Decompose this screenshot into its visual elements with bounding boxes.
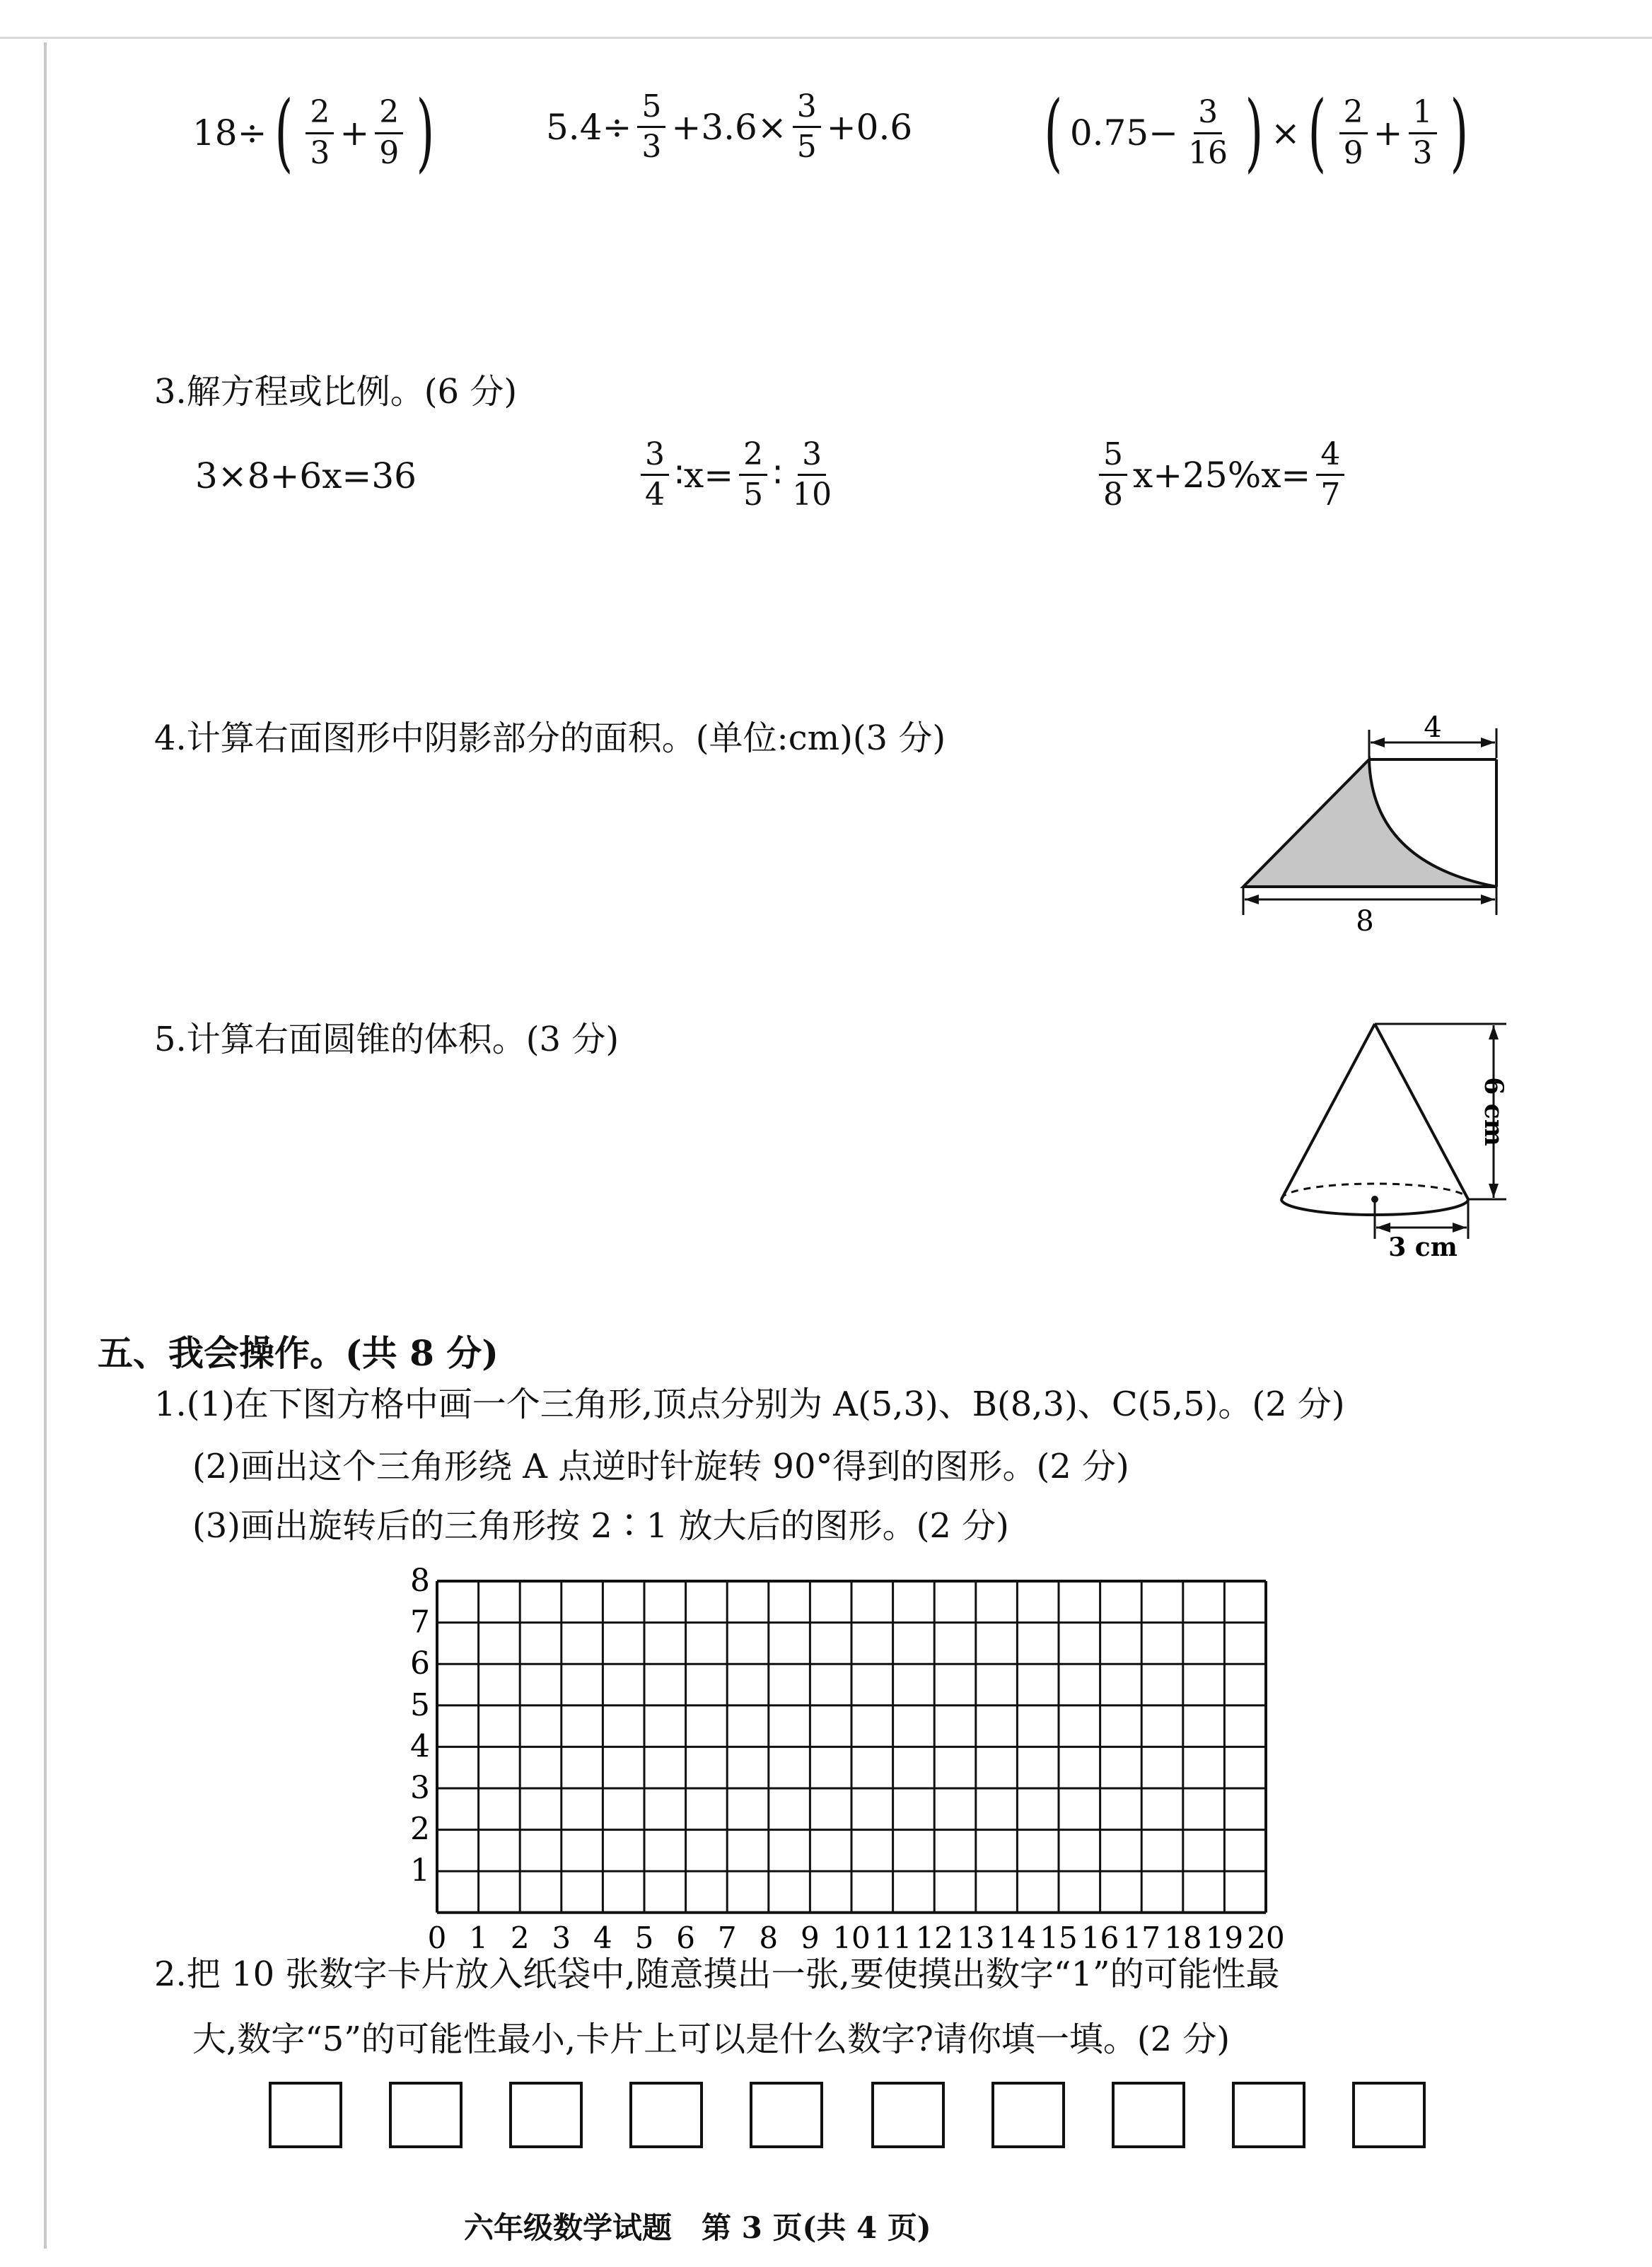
answer-box-3[interactable]	[509, 2082, 583, 2148]
operator: +	[339, 112, 370, 153]
denominator: 10	[792, 477, 832, 513]
grid-x-label: 0	[427, 1920, 447, 1955]
denominator: 8	[1103, 477, 1123, 513]
sec5-q2-line1: 2.把 10 张数字卡片放入纸袋中,随意摸出一张,要使摸出数字“1”的可能性最	[154, 1954, 1280, 1994]
answer-box-8[interactable]	[1112, 2082, 1185, 2148]
arrow-head-icon	[1376, 1223, 1390, 1232]
denominator: 4	[645, 477, 665, 513]
grid-x-label: 16	[1081, 1920, 1119, 1955]
grid-y-label: 8	[410, 1563, 430, 1599]
arrow-head-icon	[1481, 894, 1495, 904]
numerator: 5	[637, 91, 665, 128]
operator: +	[1373, 112, 1403, 153]
equation-text: 3×8+6x=36	[195, 455, 417, 496]
expr-2-part-c: +0.6	[826, 106, 913, 148]
grid-y-label: 2	[410, 1811, 430, 1848]
grid-y-label: 6	[410, 1645, 430, 1682]
numerator: 3	[798, 438, 826, 476]
arrow-head-icon	[1371, 738, 1385, 747]
grid-x-label: 10	[832, 1920, 871, 1955]
grid-x-label: 7	[717, 1920, 737, 1955]
paren-open: (	[1044, 83, 1063, 182]
ratio-colon: ∶	[773, 454, 783, 496]
arrow-head-icon	[1481, 738, 1495, 747]
grid-x-labels	[428, 1921, 1285, 1955]
grid-x-label: 20	[1247, 1920, 1285, 1955]
paren-close: )	[1450, 83, 1468, 182]
expr-1-lead: 18÷	[192, 112, 267, 153]
denominator: 3	[641, 129, 662, 165]
numerator: 2	[1339, 96, 1368, 134]
expr-2	[546, 88, 913, 165]
denominator: 16	[1188, 134, 1228, 171]
answer-box-9[interactable]	[1232, 2082, 1305, 2148]
denominator: 7	[1320, 477, 1341, 513]
arrow-head-icon	[1489, 1184, 1499, 1198]
paren-open: (	[274, 83, 293, 182]
answer-box-5[interactable]	[750, 2082, 823, 2148]
answer-box-2[interactable]	[389, 2082, 463, 2148]
cone-slant-left	[1281, 1024, 1375, 1199]
grid-y-label: 7	[410, 1604, 430, 1640]
numerator: 3	[1194, 96, 1222, 134]
numerator: 2	[375, 96, 403, 134]
grid-x-label: 12	[915, 1920, 953, 1955]
arrow-head-icon	[1245, 894, 1259, 904]
arrow-head-icon	[1489, 1025, 1499, 1039]
grid-y-label: 5	[410, 1686, 430, 1723]
fraction	[375, 96, 403, 169]
grid-x-label: 6	[676, 1920, 695, 1955]
grid-lines	[437, 1581, 1266, 1913]
coordinate-grid[interactable]	[403, 1560, 1301, 1956]
fraction	[1339, 96, 1368, 169]
denominator: 3	[1412, 134, 1433, 171]
equation-text: ∶x=	[675, 454, 734, 496]
denominator: 3	[310, 134, 330, 171]
grid-x-label: 1	[469, 1920, 488, 1955]
fraction	[1316, 438, 1344, 511]
label-height: 6 cm	[1479, 1077, 1508, 1146]
sec5-q1-part3: (3)画出旋转后的三角形按 2∶1 放大后的图形。(2 分)	[192, 1506, 1009, 1546]
grid-x-label: 15	[1040, 1920, 1078, 1955]
paren-close: )	[1245, 83, 1264, 182]
expr-2-part-a: 5.4÷	[546, 106, 632, 148]
equation-text: x+25%x=	[1133, 454, 1311, 496]
fraction	[306, 96, 334, 169]
q4-title: 4.计算右面图形中阴影部分的面积。(单位:cm)(3 分)	[154, 718, 946, 758]
label-top-4: 4	[1424, 714, 1442, 744]
paren-close: )	[416, 83, 435, 182]
fraction	[641, 438, 669, 511]
sec5-q1-part2: (2)画出这个三角形绕 A 点逆时针旋转 90°得到的图形。(2 分)	[192, 1447, 1129, 1486]
grid-x-label: 5	[634, 1920, 654, 1955]
fraction	[739, 438, 767, 511]
expr-1	[192, 83, 442, 182]
page-footer: 六年级数学试题 第 3 页(共 4 页)	[464, 2210, 931, 2245]
denominator: 9	[1343, 134, 1363, 171]
grid-x-label: 8	[759, 1920, 779, 1955]
sec5-q1-part1: 1.(1)在下图方格中画一个三角形,顶点分别为 A(5,3)、B(8,3)、C(5,5)。(2 分)	[154, 1385, 1345, 1424]
sec5-q2-line2: 大,数字“5”的可能性最小,卡片上可以是什么数字?请你填一填。(2 分)	[192, 2020, 1231, 2059]
grid-x-label: 9	[801, 1920, 820, 1955]
q3-eq1	[195, 455, 417, 496]
answer-box-4[interactable]	[629, 2082, 703, 2148]
fraction	[1184, 96, 1232, 169]
page-top-rule	[0, 37, 1652, 39]
label-radius: 3 cm	[1388, 1232, 1458, 1262]
grid-y-labels	[410, 1563, 430, 1889]
operator: ×	[1270, 112, 1301, 153]
q5-title: 5.计算右面圆锥的体积。(3 分)	[154, 1020, 620, 1059]
numerator: 4	[1316, 438, 1344, 476]
answer-box-10[interactable]	[1352, 2082, 1426, 2148]
fraction	[637, 88, 665, 165]
grid-x-label: 3	[552, 1920, 571, 1955]
cone-slant-right	[1375, 1024, 1468, 1199]
expr-3-part-a: 0.75−	[1069, 112, 1179, 153]
grid-y-label: 1	[410, 1853, 430, 1889]
fraction	[793, 88, 821, 165]
expr-2-part-b: +3.6×	[671, 106, 787, 148]
answer-box-7[interactable]	[991, 2082, 1065, 2148]
fraction	[1409, 96, 1437, 169]
grid-y-label: 4	[410, 1728, 430, 1765]
grid-x-label: 17	[1122, 1920, 1161, 1955]
shaded-area-figure	[1231, 714, 1513, 940]
grid-x-label: 13	[957, 1920, 995, 1955]
numerator: 3	[641, 438, 669, 476]
grid-x-label: 18	[1164, 1920, 1202, 1955]
arrow-head-icon	[1453, 1223, 1467, 1232]
denominator: 5	[743, 477, 764, 513]
paren-open: (	[1308, 83, 1327, 182]
fraction	[1099, 438, 1127, 511]
q3-eq2	[635, 438, 842, 511]
q3-title: 3.解方程或比例。(6 分)	[154, 372, 518, 412]
numerator: 2	[306, 96, 334, 134]
grid-x-label: 4	[593, 1920, 612, 1955]
shaded-region	[1243, 759, 1496, 887]
label-bottom-8: 8	[1356, 905, 1374, 938]
answer-box-6[interactable]	[871, 2082, 945, 2148]
numerator: 1	[1409, 96, 1437, 134]
answer-box-1[interactable]	[269, 2082, 342, 2148]
page-margin-rule	[44, 42, 47, 2249]
q3-eq3	[1093, 438, 1350, 511]
grid-x-label: 11	[873, 1920, 912, 1955]
grid-y-label: 3	[410, 1770, 430, 1806]
numerator: 3	[793, 91, 821, 128]
denominator: 5	[796, 129, 817, 165]
numerator: 2	[739, 438, 767, 476]
fraction	[788, 438, 836, 511]
expr-3	[1037, 83, 1475, 182]
grid-x-label: 19	[1205, 1920, 1244, 1955]
section-5-title: 五、我会操作。(共 8 分)	[98, 1332, 499, 1374]
cone-figure	[1266, 1011, 1513, 1266]
grid-x-label: 2	[510, 1920, 530, 1955]
denominator: 9	[379, 134, 400, 171]
numerator: 5	[1099, 438, 1127, 476]
grid-x-label: 14	[998, 1920, 1037, 1955]
